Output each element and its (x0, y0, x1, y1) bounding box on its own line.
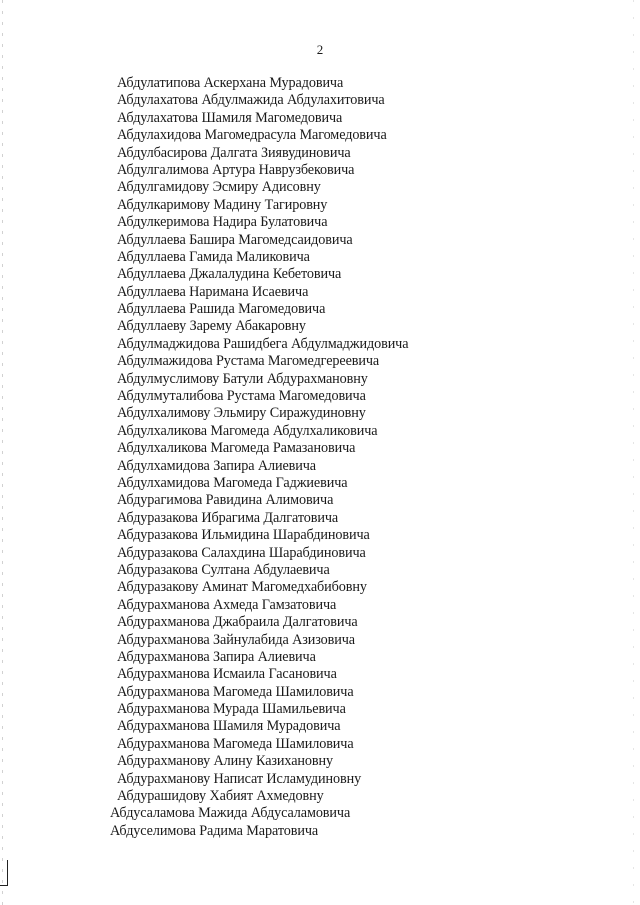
list-item: Абдурахманову Написат Исламудиновну (117, 770, 362, 787)
list-item: Абдулмуслимову Батули Абдурахмановну (117, 370, 368, 387)
list-item: Абдулгамидову Эсмиру Адисовну (117, 179, 321, 196)
list-item: Абдуллаева Башира Магомедсаидовича (117, 231, 353, 248)
list-item: Абдурахманова Шамиля Мурадовича (117, 718, 341, 735)
list-item: Абдурахманова Джабраила Далгатовича (117, 614, 358, 631)
list-item: Абдулхалимову Эльмиру Сиражудиновну (117, 405, 366, 422)
scan-edge-artifact (2, 0, 3, 905)
list-item: Абдурахманова Мурада Шамильевича (117, 701, 346, 718)
page-number: 2 (316, 42, 324, 57)
list-item: Абдурахманова Запира Алиевича (117, 648, 316, 665)
list-item: Абдусаламова Мажида Абдусаламовича (110, 805, 351, 822)
list-item: Абдурахманова Исмаила Гасановича (117, 666, 337, 683)
list-item: Абдуразакова Салахдина Шарабдиновича (117, 544, 366, 561)
list-item: Абдулатипова Аскерхана Мурадовича (117, 75, 344, 91)
list-item: Абдулхаликова Магомеда Абдулхаликовича (117, 422, 378, 439)
list-item: Абдуллаева Гамида Маликовича (117, 248, 310, 265)
list-item: Абдуселимова Радима Маратовича (110, 822, 319, 839)
list-item: Абдуразакова Ильмидина Шарабдиновича (117, 527, 370, 544)
list-item: Абдуразакова Султана Абдулаевича (117, 561, 330, 578)
list-item: Абдурахманова Магомеда Шамиловича (117, 683, 354, 700)
list-item: Абдулхамидова Запира Алиевича (117, 457, 316, 474)
list-item: Абдулкеримова Надира Булатовича (117, 214, 328, 231)
list-item: Абдуллаева Рашида Магомедовича (117, 301, 326, 318)
list-item: Абдуллаева Джалалудина Кебетовича (117, 266, 342, 283)
list-item: Абдулмажидова Рустама Магомедгереевича (117, 353, 380, 370)
list-item: Абдурахманова Магомеда Шамиловича (117, 735, 354, 752)
list-item: Абдулахатова Шамиля Магомедовича (117, 109, 343, 126)
list-item: Абдуллаеву Зарему Абакаровну (117, 318, 306, 335)
list-item: Абдулахатова Абдулмажида Абдулахитовича (117, 92, 385, 109)
list-item: Абдуразакова Ибрагима Далгатовича (117, 509, 339, 526)
list-item: Абдулмаджидова Рашидбега Абдулмаджидовича (117, 335, 409, 352)
list-item: Абдурашидову Хабият Ахмедовну (117, 788, 324, 805)
list-item: Абдулмуталибова Рустама Магомедовича (117, 388, 366, 405)
list-item: Абдурагимова Равидина Алимовича (117, 492, 334, 509)
list-item: Абдулгалимова Артура Наврузбековича (117, 161, 355, 178)
scan-edge-artifact-right (633, 0, 634, 905)
list-item: Абдурахманова Ахмеда Гамзатовича (117, 596, 337, 613)
list-item: Абдурахманову Алину Казихановну (117, 753, 334, 770)
list-item: Абдулахидова Магомедрасула Магомедовича (117, 127, 387, 144)
list-item: Абдулхамидова Магомеда Гаджиевича (117, 474, 348, 491)
list-item: Абдулкаримову Мадину Тагировну (117, 196, 328, 213)
list-item: Абдулхаликова Магомеда Рамазановича (117, 440, 356, 457)
list-item: Абдуллаева Наримана Исаевича (117, 283, 309, 300)
list-item: Абдурахманова Зайнулабида Азизовича (117, 631, 355, 648)
scan-corner-mark-vertical (7, 860, 8, 886)
name-list (110, 75, 408, 840)
list-item: Абдулбасирова Далгата Зиявудиновича (117, 144, 351, 161)
list-item: Абдуразакову Аминат Магомедхабибовну (117, 579, 367, 596)
